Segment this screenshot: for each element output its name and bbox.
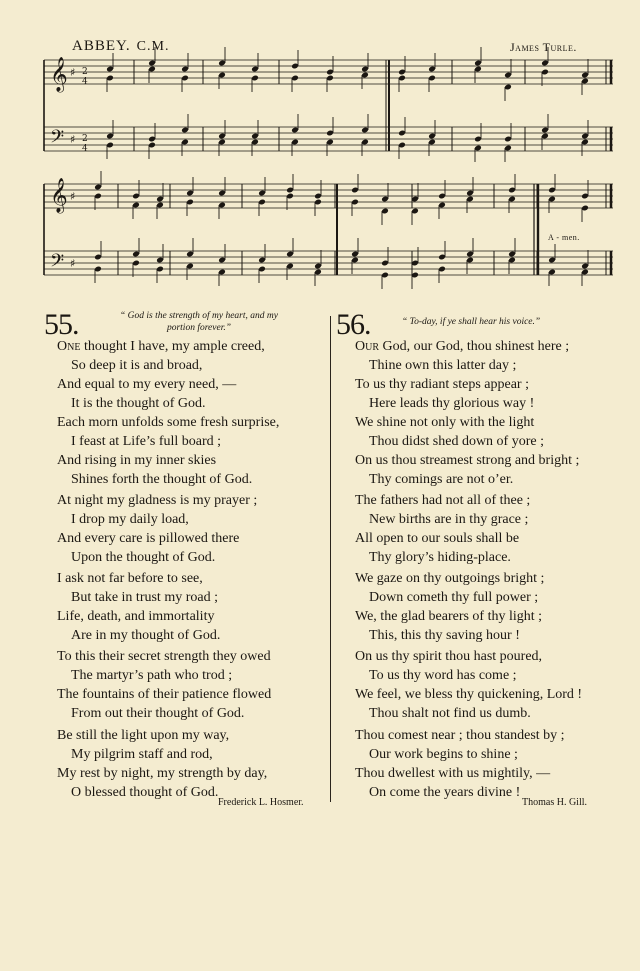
- verse-line: From out their thought of God.: [71, 706, 245, 721]
- verse-line: Thy comings are not o’er.: [369, 472, 514, 487]
- clef-glyph: ♯: [70, 133, 76, 146]
- clef-glyph: 𝄞: [50, 178, 68, 213]
- epigraph-line: “ God is the strength of my heart, and my: [120, 311, 278, 321]
- verse-line: On come the years divine !: [369, 785, 521, 800]
- tune-name: ABBEY.: [72, 38, 131, 54]
- verse-line: The fathers had not all of thee ;: [355, 493, 531, 508]
- amen-label: A - men.: [548, 233, 580, 242]
- verse-line: Each morn unfolds some fresh surprise,: [57, 415, 280, 430]
- verse-line: We feel, we bless thy quickening, Lord !: [355, 687, 583, 702]
- verse-line: Life, death, and immortality: [57, 609, 215, 624]
- hymn-author: Frederick L. Hosmer.: [218, 797, 304, 808]
- verse-line: It is the thought of God.: [71, 396, 206, 411]
- verse-line: I feast at Life’s full board ;: [71, 434, 222, 449]
- verse-line: At night my gladness is my prayer ;: [57, 493, 258, 508]
- verse-line: We, the glad bearers of thy light ;: [355, 609, 543, 624]
- verse-line: Thine own this latter day ;: [369, 358, 517, 373]
- verse-line: And rising in my inner skies: [57, 453, 217, 468]
- clef-glyph: 𝄞: [50, 57, 68, 92]
- staff-systems: [44, 60, 613, 275]
- stanza: [57, 491, 257, 567]
- verse-line: Upon the thought of God.: [71, 550, 216, 565]
- verse-line: Here leads thy glorious way !: [369, 396, 535, 411]
- tune-meter: C.M.: [136, 39, 170, 54]
- verse-line: My pilgrim staff and rod,: [71, 747, 213, 762]
- verse-line: To this their secret strength they owed: [57, 649, 271, 664]
- verse-line: To us thy radiant steps appear ;: [355, 377, 529, 392]
- initial-word: Our: [355, 339, 380, 354]
- verse-line: Thou didst shed down of yore ;: [369, 434, 544, 449]
- stanza: [57, 337, 265, 413]
- verse-line: Be still the light upon my way,: [57, 728, 230, 743]
- stanza: [57, 569, 220, 645]
- initial-word: One: [57, 339, 81, 354]
- hymn-epigraph: [402, 316, 540, 328]
- clef-glyph: 𝄢: [50, 251, 65, 276]
- verse-line: Are in my thought of God.: [71, 628, 221, 643]
- clef-glyph: 2: [82, 67, 88, 77]
- verse-line: And every care is pillowed there: [57, 531, 240, 546]
- verse-line: One thought I have, my ample creed,: [57, 339, 265, 354]
- verse-line: Down cometh thy full power ;: [369, 590, 539, 605]
- verse-line: We shine not only with the light: [355, 415, 535, 430]
- verse-line: Thou dwellest with us mightily, —: [355, 766, 551, 781]
- hymn-number: 56.: [336, 308, 371, 341]
- verse-line: I drop my daily load,: [71, 512, 189, 527]
- stanza: [57, 413, 279, 489]
- verse-line: Our work begins to shine ;: [369, 747, 518, 762]
- verse-line: This, this thy saving hour !: [369, 628, 520, 643]
- verse-line: To us thy word has come ;: [369, 668, 517, 683]
- epigraph-line: “ To-day, if ye shall hear his voice.”: [402, 317, 541, 327]
- verse-line: On us thy spirit thou hast poured,: [355, 649, 543, 664]
- stanza: [355, 413, 579, 489]
- epigraph-line: portion forever.”: [166, 323, 232, 333]
- verse-line: We gaze on thy outgoings bright ;: [355, 571, 545, 586]
- clef-glyph: 2: [82, 134, 88, 144]
- clef-glyph: 𝄢: [50, 127, 65, 152]
- verse-line: All open to our souls shall be: [355, 531, 520, 546]
- verse-line: My rest by night, my strength by day,: [57, 766, 268, 781]
- hymn-author: Thomas H. Gill.: [522, 797, 587, 808]
- verse-line: Thy glory’s hiding-place.: [369, 550, 511, 565]
- tune-composer: James Turle.: [510, 40, 577, 54]
- verse-line: The fountains of their patience flowed: [57, 687, 272, 702]
- verse-line: Thou comest near ; thou standest by ;: [355, 728, 565, 743]
- stanza: [57, 726, 267, 802]
- verse-line: And equal to my every need, —: [57, 377, 237, 392]
- verse-line: O blessed thought of God.: [71, 785, 219, 800]
- clefs: [50, 57, 88, 276]
- music-score: [0, 0, 640, 300]
- verse-line: So deep it is and broad,: [71, 358, 203, 373]
- verse-line: The martyr’s path who trod ;: [71, 668, 233, 683]
- stanza: [355, 569, 544, 645]
- stanza: [355, 647, 582, 723]
- hymn-number: 55.: [44, 308, 79, 341]
- verse-line: Our God, our God, thou shinest here ;: [355, 339, 570, 354]
- verse-line: I ask not far before to see,: [57, 571, 203, 586]
- verse-line: But take in trust my road ;: [71, 590, 218, 605]
- hymn-epigraph: [96, 310, 302, 334]
- stanza: [355, 726, 565, 802]
- verse-line: Shines forth the thought of God.: [71, 472, 253, 487]
- column-divider: [330, 316, 331, 802]
- stanza: [355, 337, 569, 413]
- clef-glyph: 4: [82, 144, 88, 154]
- clef-glyph: ♯: [70, 66, 76, 79]
- clef-glyph: 4: [82, 77, 88, 87]
- clef-glyph: ♯: [70, 257, 76, 270]
- stanza: [355, 491, 530, 567]
- verse-line: On us thou streamest strong and bright ;: [355, 453, 580, 468]
- clef-glyph: ♯: [70, 190, 76, 203]
- stanza: [57, 647, 271, 723]
- verse-line: New births are in thy grace ;: [369, 512, 529, 527]
- notes: [94, 47, 589, 289]
- verse-line: Thou shalt not find us dumb.: [369, 706, 531, 721]
